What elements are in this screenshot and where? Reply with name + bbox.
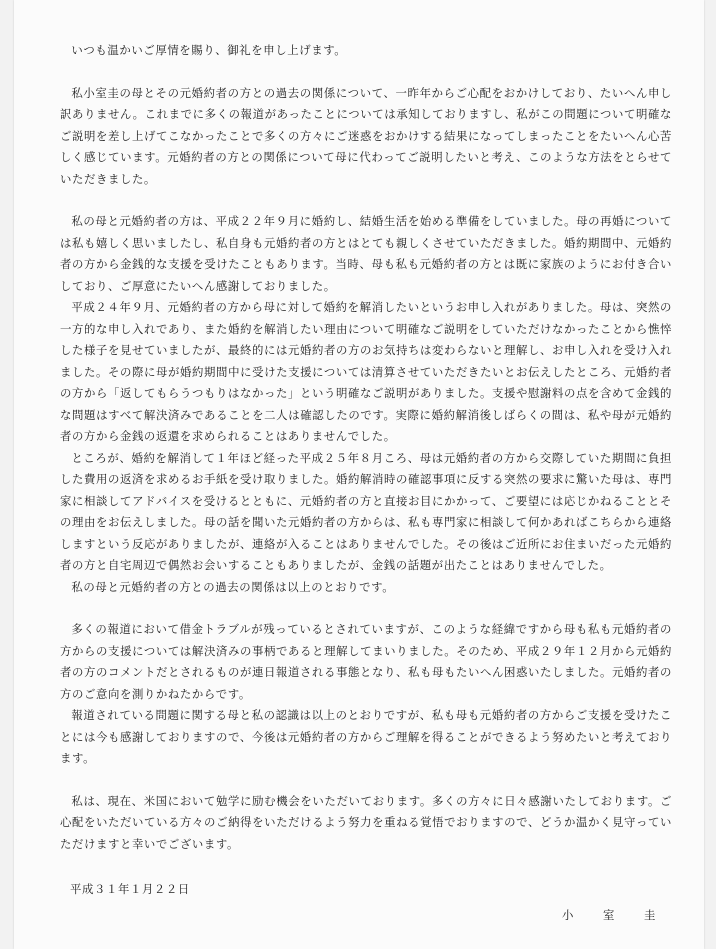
paragraph-apology: 私小室圭の母とその元婚約者の方との過去の関係について、一昨年からご心配をおかけしており、たいへん申し訳ありません。これまでに多くの報道があったことについては承知しておりますし、私がこの問題について明確なご説明を差し上げてこなかったことで多くの方々にご迷惑をおかけする結果になってしまったことをたいへん心苦しく感じています。元婚約者の方との関係について母に代わってご説明したいと考え、このような方法をとらせていただきました。	[60, 85, 672, 186]
greeting-paragraph: いつも温かいご厚情を賜り、御礼を申し上げます。	[71, 43, 347, 57]
letter-signature: 小 室 圭	[562, 908, 658, 922]
paragraph-closing: 私は、現在、米国において勉学に励む機会をいただいております。多くの方々に日々感謝いたしております。ご心配をいただいている方々のご納得をいただけるよう努力を重ねる覚悟でおりますので、どうか温かく見守っていただけますと幸いでございます。	[60, 793, 672, 851]
paragraph-understanding: 報道されている問題に関する母と私の認識は以上のとおりですが、私も母も元婚約者の方からご支援を受けたことには今も感謝しておりますので、今後は元婚約者の方からご理解を得ることができるよう努めたいと考えております。	[60, 708, 672, 765]
paragraph-dissolution: 平成２４年９月、元婚約者の方から母に対して婚約を解消したいというお申し入れがありました。母は、突然の一方的な申し入れであり、また婚約を解消したい理由について明確なご説明をしていただけなかったことから憔悴した様子を見せていましたが、最終的には元婚約者の方のお気持ちは変わらないと理解し、お申し入れを受け入れました。その際に母が婚約期間中に受けた支援については清算させていただきたいとお伝えしたところ、元婚約者の方から「返してもらうつもりはなかった」という明確なご説明がありました。支援や慰謝料の点を含めて金銭的な問題はすべて解決済みであることを二人は確認したのです。実際に婚約解消後しばらくの間は、私や母が元婚約者の方から金銭の返還を求められることはありませんでした。	[60, 300, 672, 443]
letter-page	[14, 0, 704, 949]
letter-body	[60, 40, 672, 855]
paragraph-reports: 多くの報道において借金トラブルが残っているとされていますが、このような経緯ですから母も私も元婚約者の方からの支援については解決済みの事柄であると理解してまいりました。そのため、平成２９年１２月から元婚約者の方のコメントだとされるものが連日報道される事態となり、私も母もたいへん困惑いたしました。元婚約者の方のご意向を測りかねたからです。	[60, 622, 672, 701]
paragraph-engagement: 私の母と元婚約者の方は、平成２２年９月に婚約し、結婚生活を始める準備をしていました。母の再婚については私も嬉しく思いましたし、私自身も元婚約者の方とはとても親しくさせていただきました。婚約期間中、元婚約者の方から金銭的な支援を受けたこともあります。当時、母も私も元婚約者の方とは既に家族のようにお付き合いしており、ご厚意にたいへん感謝しておりました。	[60, 214, 672, 293]
paragraph-summary: 私の母と元婚約者の方との過去の関係は以上のとおりです。	[71, 579, 395, 594]
paragraph-repayment-request: ところが、婚約を解消して１年ほど経った平成２５年８月ころ、母は元婚約者の方から交際していた期間に負担した費用の返済を求めるお手紙を受け取りました。婚約解消時の確認事項に反する突然の要求に驚いた母は、専門家に相談してアドバイスを受けるとともに、元婚約者の方と直接お目にかかって、ご要望には応じかねることとその理由をお伝えしました。母の話を聞いた元婚約者の方からは、私も専門家に相談して何かあればこちらから連絡しますという反応がありましたが、連絡が入ることはありませんでした。その後はご近所にお住まいだった元婚約者の方と自宅周辺で偶然お会いすることもありましたが、金銭の話題が出たことはありませんでした。	[60, 450, 672, 572]
letter-date: 平成３１年１月２２日	[70, 882, 190, 896]
